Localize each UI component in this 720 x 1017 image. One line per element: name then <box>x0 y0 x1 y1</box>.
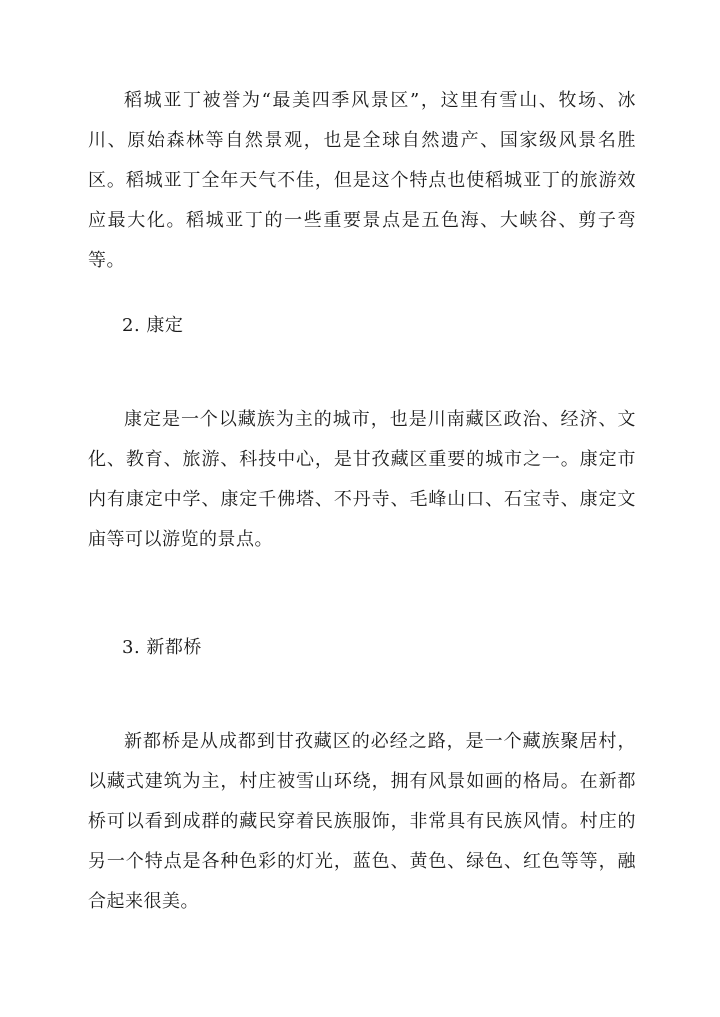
paragraph-kangding: 康定是一个以藏族为主的城市，也是川南藏区政治、经济、文化、教育、旅游、科技中心，是甘孜藏区重要的城市之一。康定市内有康定中学、康定千佛塔、不丹寺、毛峰山口、石宝寺、康定文庙等可以游览的景点。 <box>88 409 636 550</box>
heading-xinduqiao: 3. 新都桥 <box>122 637 202 658</box>
paragraph-daocheng-yading: 稻城亚丁被誉为“最美四季风景区”，这里有雪山、牧场、冰川、原始森林等自然景观，也是全球自然遗产、国家级风景名胜区。稻城亚丁全年天气不佳，但是这个特点也使稻城亚丁的旅游效应最大化。稻城亚丁的一些重要景点是五色海、大峡谷、剪子弯等。 <box>88 90 636 271</box>
paragraph-xinduqiao: 新都桥是从成都到甘孜藏区的必经之路，是一个藏族聚居村，以藏式建筑为主，村庄被雪山环绕，拥有风景如画的格局。在新都桥可以看到成群的藏民穿着民族服饰，非常具有民族风情。村庄的另一个特点是各种色彩的灯光，蓝色、黄色、绿色、红色等等，融合起来很美。 <box>88 731 636 912</box>
heading-kangding: 2. 康定 <box>122 315 184 336</box>
